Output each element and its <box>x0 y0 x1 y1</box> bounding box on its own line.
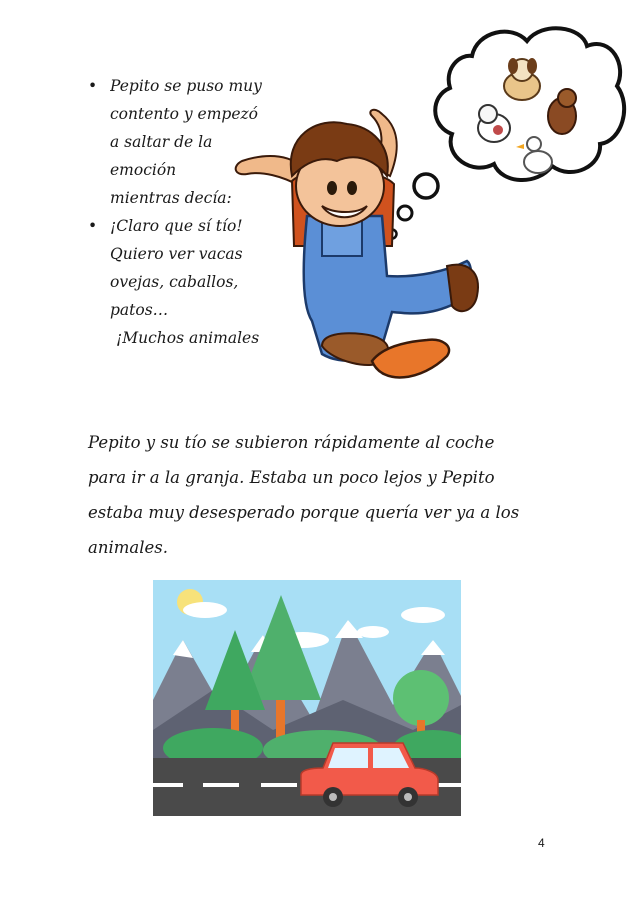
bullet-line: • Pepito se puso muy <box>110 77 262 95</box>
bullet-line: • ¡Claro que sí tío! <box>110 217 243 235</box>
paragraph-line: animales. <box>88 538 168 557</box>
bullet-line: patos… <box>110 301 169 319</box>
paragraph-line: para ir a la granja. Estaba un poco lejos y Pepito <box>88 468 495 487</box>
paragraph-line: Pepito y su tío se subieron rápidamente al coche <box>88 433 495 452</box>
dog-icon <box>504 58 540 100</box>
car-road-scene <box>153 580 461 816</box>
bullet-line: a saltar de la <box>110 133 213 151</box>
bullet-line: ¡Muchos animales <box>116 329 260 347</box>
bullet-line: ovejas, caballos, <box>110 273 239 291</box>
boy-icon <box>236 110 478 378</box>
thought-bubble-animals <box>388 28 625 238</box>
paragraph-line: estaba muy desesperado porque quería ver ya a los <box>88 503 520 522</box>
bullet-line: Quiero ver vacas <box>110 245 243 263</box>
bullet-line: mientras decía: <box>110 189 232 207</box>
bullet-line: contento y empezó <box>110 105 259 123</box>
bullet-line: emoción <box>110 161 177 179</box>
boy-jumping-illustration <box>222 16 632 408</box>
story-paragraph <box>88 425 558 565</box>
page-number: 4 <box>538 836 545 850</box>
